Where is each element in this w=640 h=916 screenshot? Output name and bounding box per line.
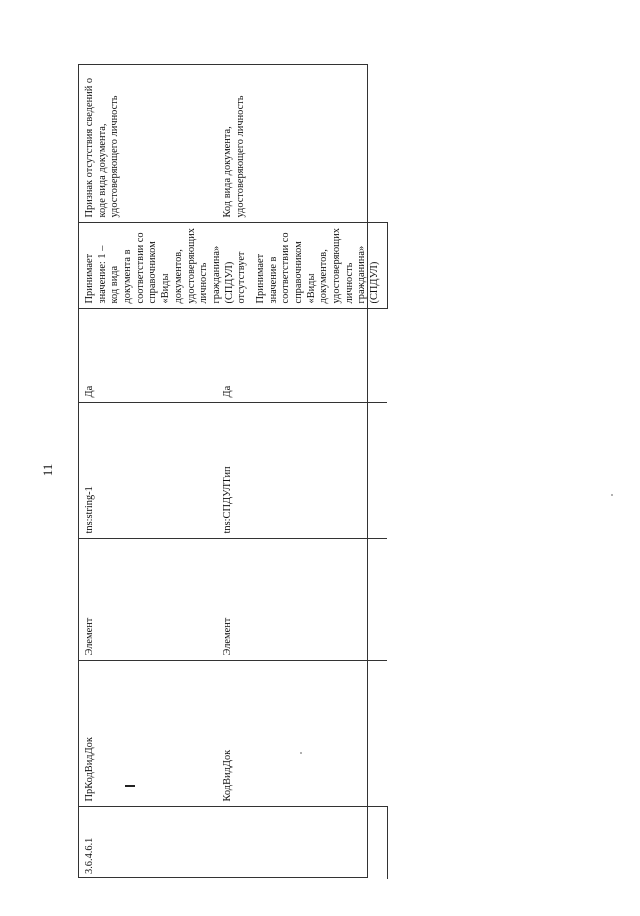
elements-table-body (79, 65, 388, 879)
elements-table (78, 64, 381, 878)
cell-required: Да (79, 309, 217, 403)
table-row (217, 65, 387, 879)
cell-description: Код вида документа, удостоверяющего личность (217, 65, 387, 223)
cell-name: КодВидДок (217, 661, 387, 807)
cell-format: tns:string-1 (79, 403, 217, 539)
cell-values (79, 223, 387, 309)
page-number: 11 (40, 463, 55, 477)
cell-name-text: ПрКодВидДок (84, 737, 95, 802)
cell-id: 3.6.4.6.1 (79, 807, 387, 879)
cell-type: Элемент (217, 539, 387, 661)
cell-values-row-1: Принимает значение: 1 – код вида документа в соответствии со справочником «Виды документов, удостоверяющих личность гражданина» (СПДУЛ) отсутствует (84, 228, 248, 304)
cell-name (79, 661, 217, 807)
cell-required: Да (217, 309, 387, 403)
table-row (79, 65, 217, 879)
cell-description: Признак отсутствия сведений о коде вида документа, удостоверяющего личность (79, 65, 217, 223)
cell-values-row-2: Принимает значение в соответствии со справочником «Виды документов, удостоверяющих личность гражданина» (СПДУЛ) (254, 228, 381, 304)
scan-speck (300, 752, 302, 754)
cell-type: Элемент (79, 539, 217, 661)
elements-table-rotated (79, 65, 381, 879)
margin-mark (125, 786, 135, 788)
cell-format: tns:СПДУЛТип (217, 403, 387, 539)
scan-speck (611, 494, 613, 496)
